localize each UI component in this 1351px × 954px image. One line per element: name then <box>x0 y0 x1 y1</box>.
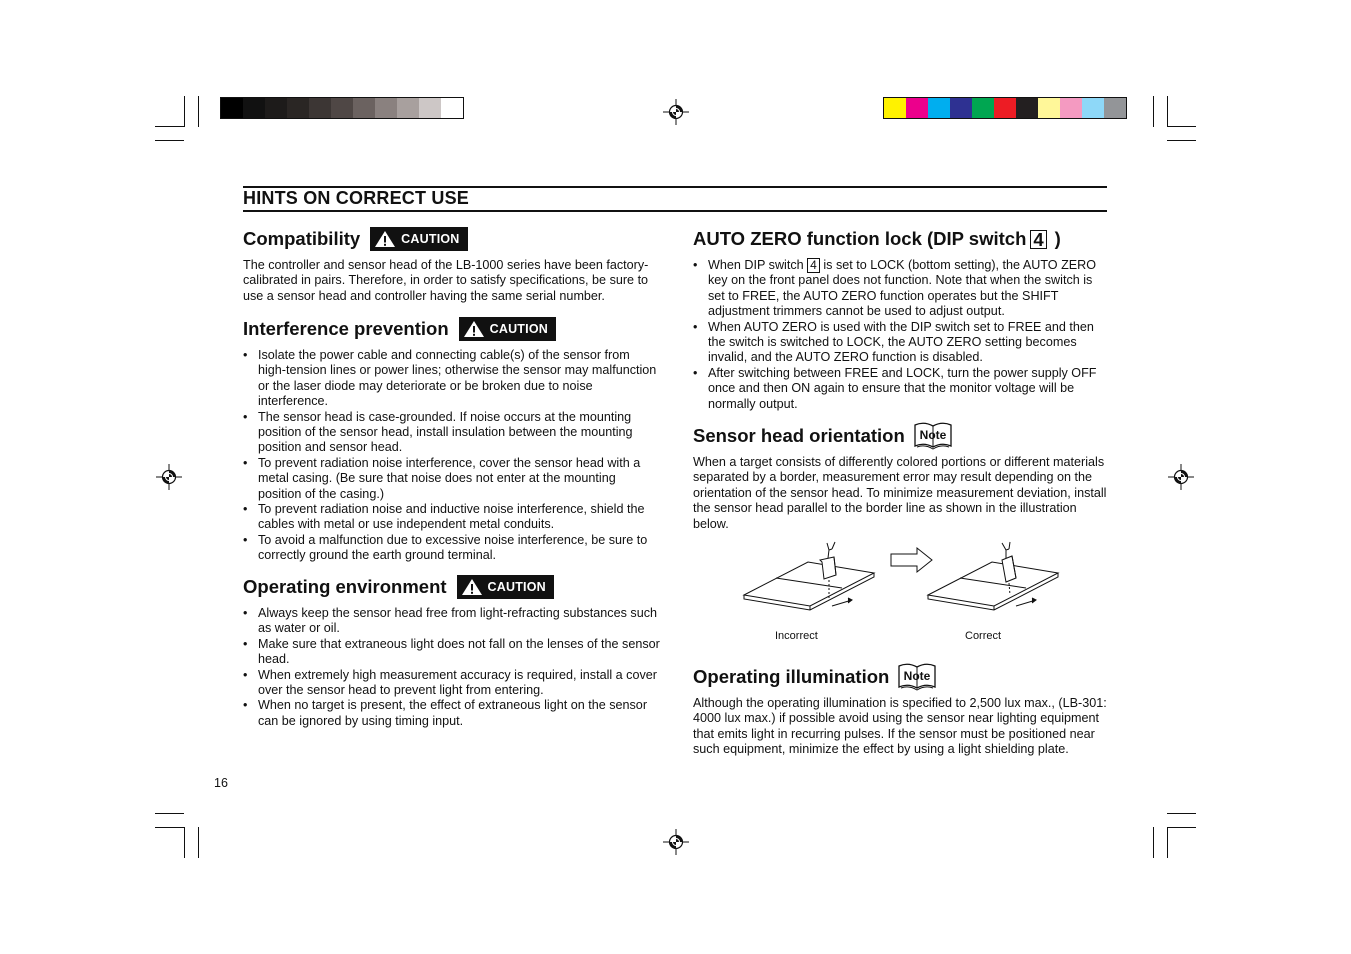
direction-arrow-icon <box>891 548 932 572</box>
color-swatch <box>441 98 463 118</box>
list-item: • The sensor head is case-grounded. If noise occurs at the mounting position of the sensor head, install insulation between the mounting position and sensor head. <box>243 410 661 456</box>
orientation-body: When a target consists of differently colored portions or different materials separated by a border, measurement error may result depending on the orientation of the sensor head. To minimize measurement deviation, install the sensor head parallel to the border line as shown in the illustration below. <box>693 455 1107 531</box>
compatibility-heading: Compatibility CAUTION <box>243 226 661 252</box>
list-item: • When DIP switch 4 is set to LOCK (bottom setting), the AUTO ZERO key on the front panel does not function. Note that when the switch is set to FREE, the AUTO ZERO function operates but the SHIFT adjustment trimmers cannot be used to adjust output. <box>693 258 1109 320</box>
color-swatch <box>221 98 243 118</box>
interference-list <box>243 348 661 564</box>
registration-mark-left <box>156 464 182 490</box>
color-swatch <box>1060 98 1082 118</box>
illumination-body: Although the operating illumination is specified to 2,500 lux max., (LB-301: 4000 lux max.) if possible avoid using the sensor near lighting equipment that emits light in recurring pulses. If the sensor must be positioned near such equipment, minimize the effect by using a light shielding plate. <box>693 696 1107 757</box>
caution-badge: CAUTION <box>370 227 467 251</box>
page-number: 16 <box>214 776 228 790</box>
dip-switch-number-box: 4 <box>807 258 820 273</box>
color-swatch <box>994 98 1016 118</box>
caution-badge: CAUTION <box>457 575 554 599</box>
correct-setup-drawing <box>928 542 1058 610</box>
color-swatch <box>972 98 994 118</box>
autozero-heading: AUTO ZERO function lock (DIP switch 4 ) <box>693 228 1061 250</box>
list-item: • After switching between FREE and LOCK, turn the power supply OFF once and then ON again to ensure that the monitor voltage will be normally output. <box>693 366 1109 412</box>
color-swatch <box>353 98 375 118</box>
color-swatch <box>1082 98 1104 118</box>
color-swatch <box>1038 98 1060 118</box>
incorrect-setup-drawing <box>744 542 874 610</box>
process-color-bar <box>883 97 1127 119</box>
color-swatch <box>1016 98 1038 118</box>
svg-text:Note: Note <box>919 428 947 442</box>
list-item: • To prevent radiation noise and inductive noise interference, shield the cables with metal or use independent metal conduits. <box>243 502 661 533</box>
figure-label-incorrect: Incorrect <box>775 630 818 642</box>
registration-mark-top <box>663 99 689 125</box>
color-swatch <box>950 98 972 118</box>
warning-triangle-icon <box>463 320 485 338</box>
color-swatch <box>906 98 928 118</box>
autozero-section <box>693 226 1109 412</box>
warning-triangle-icon <box>374 230 396 248</box>
color-swatch <box>243 98 265 118</box>
color-swatch <box>309 98 331 118</box>
color-swatch <box>884 98 906 118</box>
caution-badge: CAUTION <box>459 317 556 341</box>
compatibility-body: The controller and sensor head of the LB-1000 series have been factory-calibrated in pairs. Therefore, in order to satisfy specifications, be sure to use a sensor head and controller having the same serial number. <box>243 258 649 303</box>
illumination-heading: Operating illumination Note <box>693 664 1109 690</box>
registration-mark-bottom <box>663 829 689 855</box>
environment-list <box>243 606 661 729</box>
list-item: • Isolate the power cable and connecting cable(s) of the sensor from high-tension lines or power lines; otherwise the sensor may malfunction or the laser diode may deteriorate or be broken due to noise interference. <box>243 348 661 410</box>
page-title: HINTS ON CORRECT USE <box>243 188 470 208</box>
interference-section <box>243 316 661 564</box>
header-rule-bottom <box>243 210 1107 212</box>
color-swatch <box>265 98 287 118</box>
list-item: • When AUTO ZERO is used with the DIP switch set to FREE and then the switch is switched to LOCK, the AUTO ZERO setting becomes invalid, and the AUTO ZERO function is disabled. <box>693 320 1109 366</box>
note-book-icon <box>897 662 937 692</box>
note-book-icon <box>913 421 953 451</box>
orientation-section <box>693 423 1109 532</box>
color-swatch <box>1104 98 1126 118</box>
orientation-illustration <box>740 540 1070 630</box>
list-item: • When no target is present, the effect of extraneous light on the sensor can be ignored by using timing input. <box>243 698 661 729</box>
list-item: • When extremely high measurement accuracy is required, install a cover over the sensor head to prevent light from entering. <box>243 668 661 699</box>
list-item: • To prevent radiation noise interference, cover the sensor head with a metal casing. (Be sure that noise does not enter at the mounting position of the casing.) <box>243 456 661 502</box>
illumination-section <box>693 664 1109 758</box>
dip-switch-number-box: 4 <box>1030 230 1046 249</box>
color-swatch <box>928 98 950 118</box>
list-item: • To avoid a malfunction due to excessive noise interference, be sure to correctly ground the earth ground terminal. <box>243 533 661 564</box>
svg-text:Note: Note <box>903 669 931 683</box>
registration-mark-right <box>1168 464 1194 490</box>
autozero-list <box>693 258 1109 412</box>
warning-triangle-icon <box>461 578 483 596</box>
orientation-heading: Sensor head orientation Note <box>693 423 1109 449</box>
color-swatch <box>397 98 419 118</box>
color-swatch <box>419 98 441 118</box>
list-item: • Make sure that extraneous light does not fall on the lenses of the sensor head. <box>243 637 661 668</box>
compatibility-section <box>243 226 661 304</box>
color-swatch <box>375 98 397 118</box>
interference-heading: Interference prevention CAUTION <box>243 316 661 342</box>
color-swatch <box>331 98 353 118</box>
environment-section <box>243 574 661 729</box>
color-swatch <box>287 98 309 118</box>
list-item: • Always keep the sensor head free from light-refracting substances such as water or oil. <box>243 606 661 637</box>
gray-color-bar <box>220 97 464 119</box>
figure-label-correct: Correct <box>965 630 1002 642</box>
environment-heading: Operating environment CAUTION <box>243 574 661 600</box>
